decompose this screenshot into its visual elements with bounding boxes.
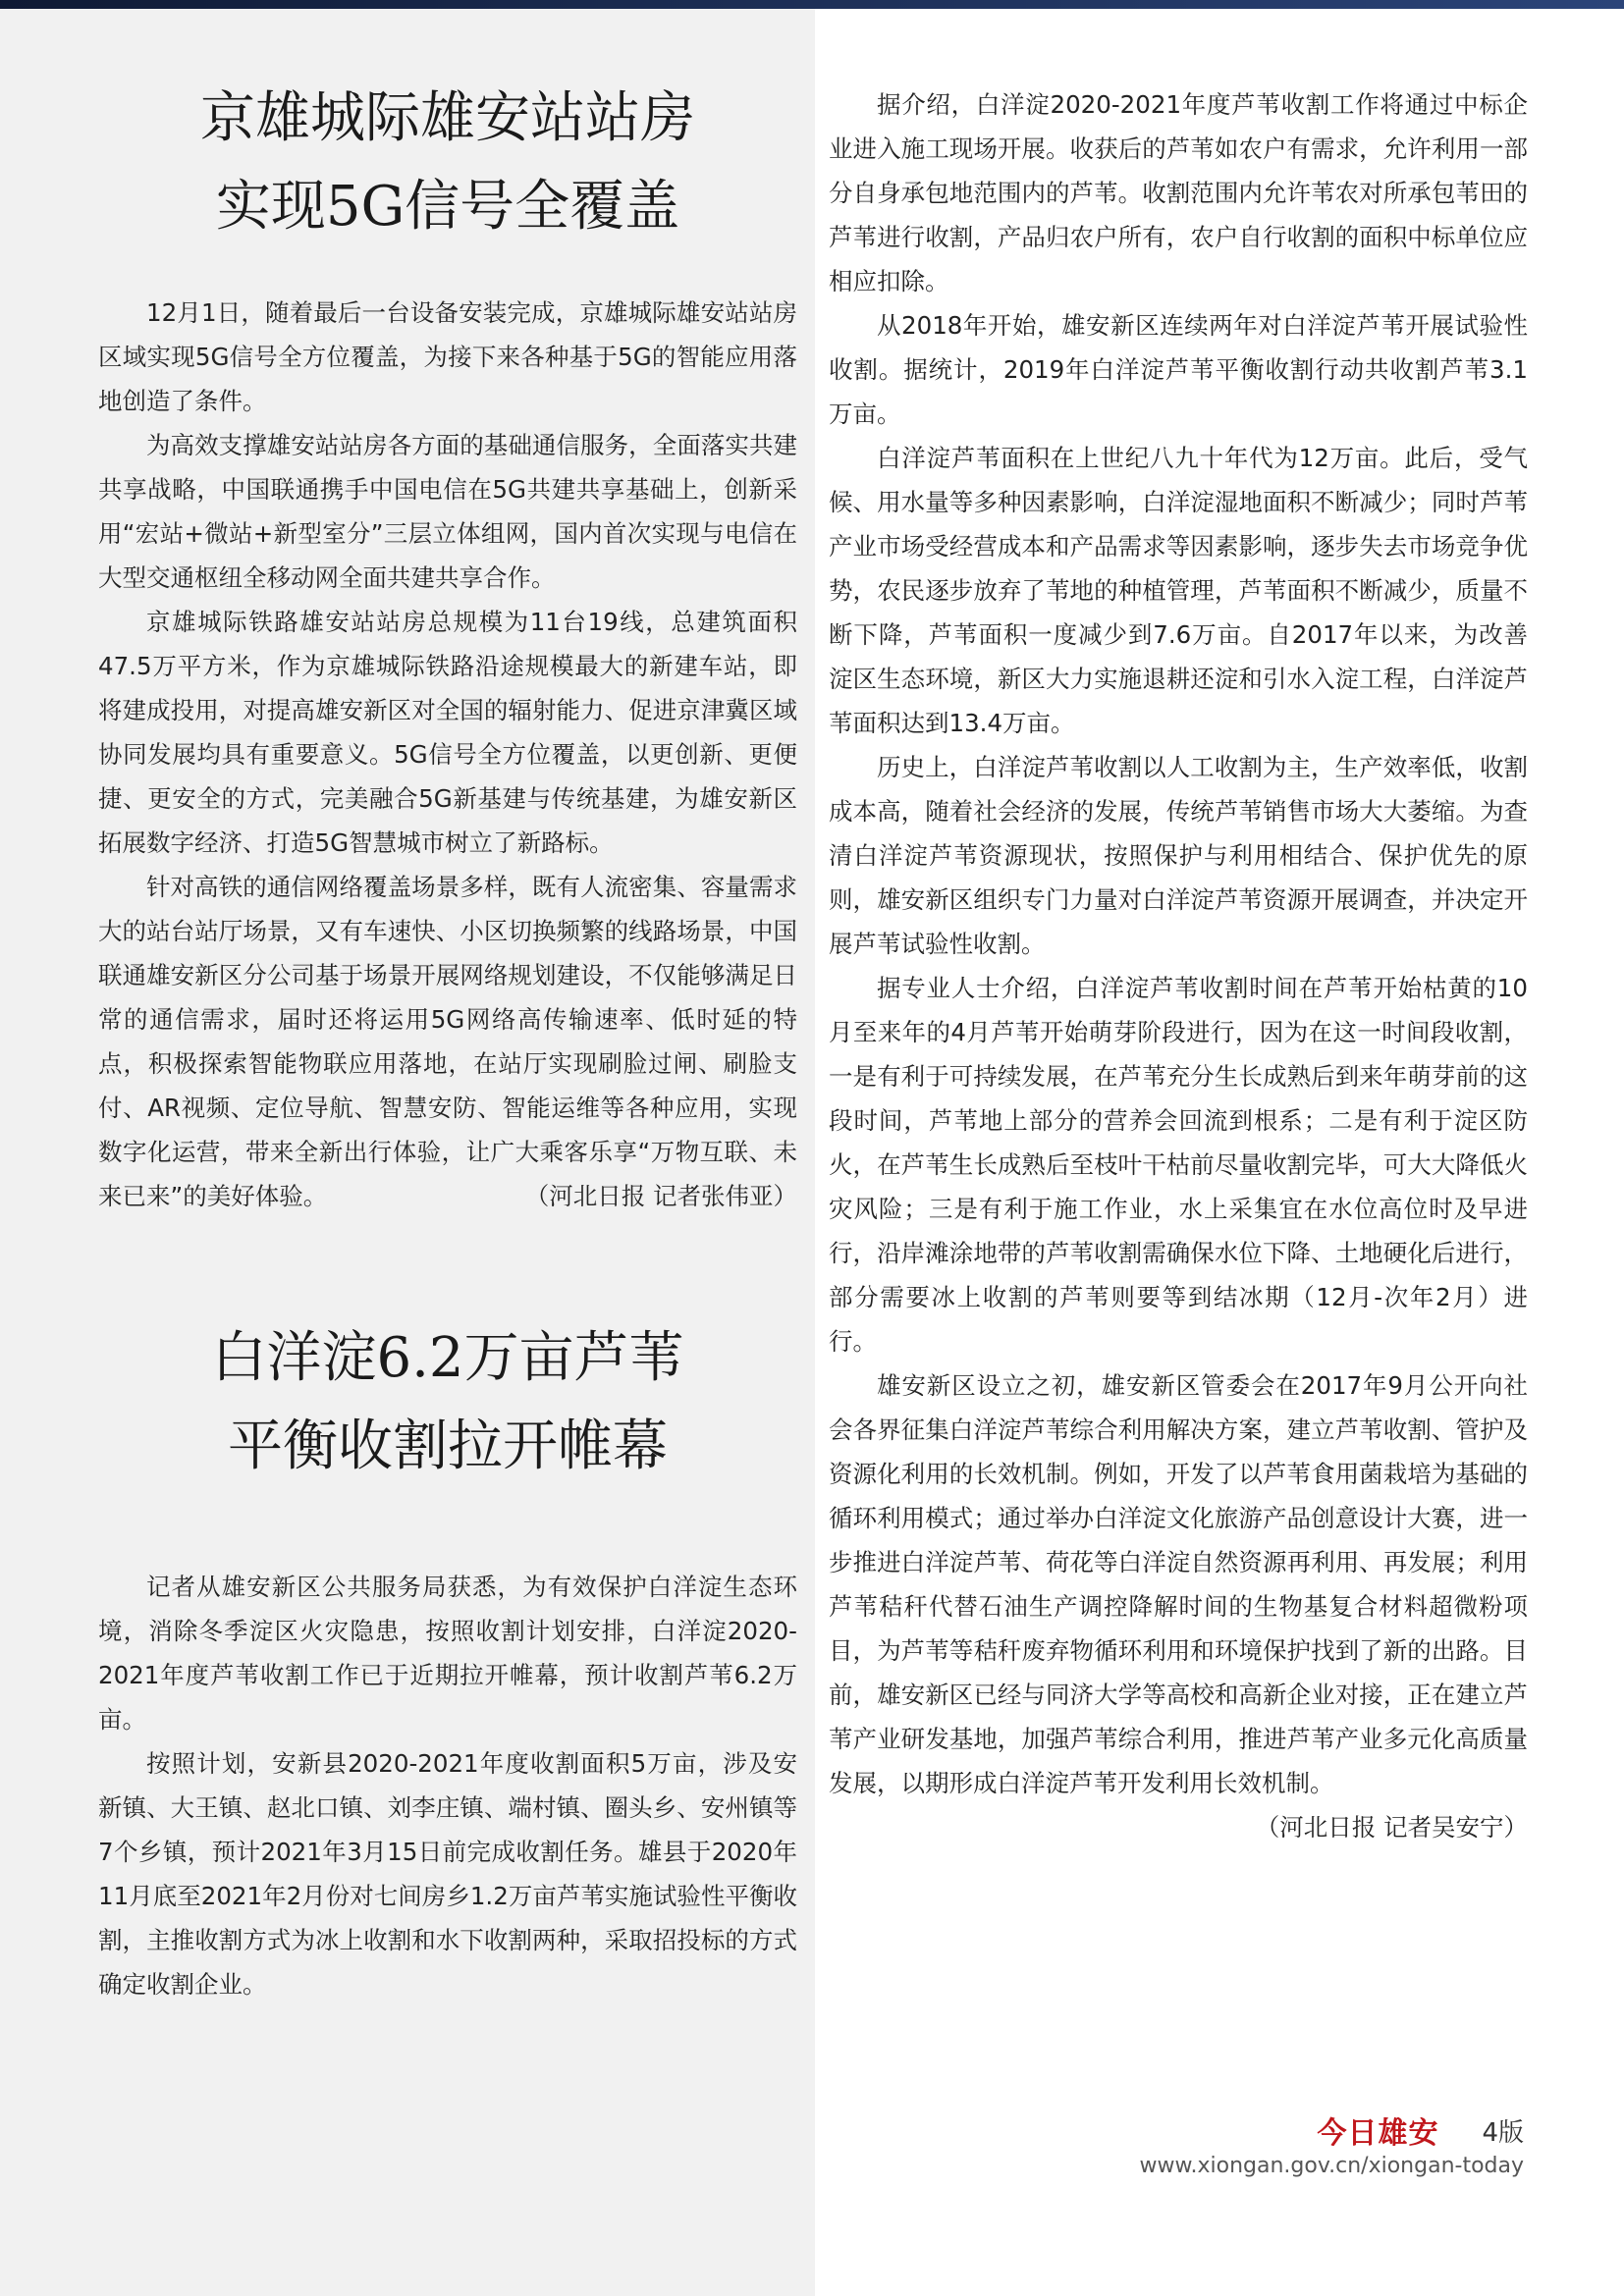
site-url[interactable]: www.xiongan.gov.cn/xiongan-today	[1139, 2154, 1524, 2178]
article1-headline	[98, 75, 797, 251]
article2-paragraph: 据介绍，白洋淀2020-2021年度芦苇收割工作将通过中标企业进入施工现场开展。收获后的芦苇如农户有需求，允许利用一部分自身承包地范围内的芦苇。收割范围内允许苇农对所承包苇田的芦苇进行收割，产品归农户所有，农户自行收割的面积中标单位应相应扣除。	[829, 90, 1528, 295]
page-footer	[1119, 2109, 1524, 2178]
article2-title-line: 白洋淀6.2万亩芦苇	[211, 1326, 684, 1390]
page-number: 4版	[1482, 2117, 1524, 2148]
article1-paragraph: 为高效支撑雄安站站房各方面的基础通信服务，全面落实共建共享战略，中国联通携手中国电信在5G共建共享基础上，创新采用“宏站+微站+新型室分”三层立体组网，国内首次实现与电信在大型交通枢纽全移动网全面共建共享合作。	[98, 431, 797, 592]
footer-brand-row	[1119, 2109, 1524, 2152]
article2-paragraph: 从2018年开始，雄安新区连续两年对白洋淀芦苇开展试验性收割。据统计，2019年白洋淀芦苇平衡收割行动共收割芦苇3.1万亩。	[829, 311, 1528, 428]
article1-title-line: 京雄城际雄安站站房	[200, 86, 695, 150]
publication-logo: 今日雄安	[1317, 2116, 1439, 2151]
top-bar	[0, 0, 1624, 9]
article2-paragraph: 历史上，白洋淀芦苇收割以人工收割为主，生产效率低，收割成本高，随着社会经济的发展，传统芦苇销售市场大大萎缩。为查清白洋淀芦苇资源现状，按照保护与利用相结合、保护优先的原则，雄安新区组织专门力量对白洋淀芦苇资源开展调查，并决定开展芦苇试验性收割。	[829, 753, 1528, 958]
article2-paragraph-last	[829, 1363, 1528, 1842]
article1-paragraph-text: 针对高铁的通信网络覆盖场景多样，既有人流密集、容量需求大的站台站厅场景，又有车速快、小区切换频繁的线路场景，中国联通雄安新区分公司基于场景开展网络规划建设，不仅能够满足日常的通信需求，届时还将运用5G网络高传输速率、低时延的特点，积极探索智能物联应用落地，在站厅实现刷脸过闸、刷脸支付、AR视频、定位导航、智慧安防、智能运维等各种应用，实现数字化运营，带来全新出行体验，让广大乘客乐享“万物互联、未来已来”的美好体验。	[98, 873, 797, 1210]
left-column	[98, 9, 797, 2006]
article2-paragraph: 白洋淀芦苇面积在上世纪八九十年代为12万亩。此后，受气候、用水量等多种因素影响，白洋淀湿地面积不断减少；同时芦苇产业市场受经营成本和产品需求等因素影响，逐步失去市场竞争优势，农民逐步放弃了苇地的种植管理，芦苇面积不断减少，质量不断下降，芦苇面积一度减少到7.6万亩。自2017年以来，为改善淀区生态环境，新区大力实施退耕还淀和引水入淀工程，白洋淀芦苇面积达到13.4万亩。	[829, 444, 1528, 737]
article2-paragraph: 据专业人士介绍，白洋淀芦苇收割时间在芦苇开始枯黄的10月至来年的4月芦苇开始萌芽阶段进行，因为在这一时间段收割，一是有利于可持续发展，在芦苇充分生长成熟后到来年萌芽前的这段时间，芦苇地上部分的营养会回流到根系；二是有利于淀区防火，在芦苇生长成熟后至枝叶干枯前尽量收割完毕，可大大降低火灾风险；三是有利于施工作业，水上采集宜在水位高位时及早进行，沿岸滩涂地带的芦苇收割需确保水位下降、土地硬化后进行，部分需要冰上收割的芦苇则要等到结冰期（12月-次年2月）进行。	[829, 974, 1528, 1356]
article1-paragraph: 京雄城际铁路雄安站站房总规模为11台19线，总建筑面积47.5万平方米，作为京雄城际铁路沿途规模最大的新建车站，即将建成投用，对提高雄安新区对全国的辐射能力、促进京津冀区域协同发展均具有重要意义。5G信号全方位覆盖，以更创新、更便捷、更安全的方式，完美融合5G新基建与传统基建，为雄安新区拓展数字经济、打造5G智慧城市树立了新路标。	[98, 608, 797, 857]
article1-paragraph-last	[98, 865, 797, 1218]
right-column	[829, 82, 1528, 1849]
article2-credit: （河北日报 记者吴安宁）	[1255, 1813, 1528, 1842]
article2-paragraph: 记者从雄安新区公共服务局获悉，为有效保护白洋淀生态环境，消除冬季淀区火灾隐患，按照收割计划安排，白洋淀2020-2021年度芦苇收割工作已于近期拉开帷幕，预计收割芦苇6.2万亩。	[98, 1573, 797, 1734]
article2-paragraph-text: 雄安新区设立之初，雄安新区管委会在2017年9月公开向社会各界征集白洋淀芦苇综合利用解决方案，建立芦苇收割、管护及资源化利用的长效机制。例如，开发了以芦苇食用菌栽培为基础的循环利用模式；通过举办白洋淀文化旅游产品创意设计大赛，进一步推进白洋淀芦苇、荷花等白洋淀自然资源再利用、再发展；利用芦苇秸秆代替石油生产调控降解时间的生物基复合材料超微粉项目，为芦苇等秸秆废弃物循环利用和环境保护找到了新的出路。目前，雄安新区已经与同济大学等高校和高新企业对接，正在建立芦苇产业研发基地，加强芦苇综合利用，推进芦苇产业多元化高质量发展，以期形成白洋淀芦苇开发利用长效机制。	[829, 1371, 1528, 1797]
article1-paragraph: 12月1日，随着最后一台设备安装完成，京雄城际雄安站站房区域实现5G信号全方位覆盖，为接下来各种基于5G的智能应用落地创造了条件。	[98, 298, 797, 415]
article1-credit: （河北日报 记者张伟亚）	[524, 1182, 797, 1210]
article1-title-line: 实现5G信号全覆盖	[215, 175, 680, 239]
article2-headline	[98, 1314, 797, 1491]
article2-paragraph: 按照计划，安新县2020-2021年度收割面积5万亩，涉及安新镇、大王镇、赵北口镇、刘李庄镇、端村镇、圈头乡、安州镇等7个乡镇，预计2021年3月15日前完成收割任务。雄县于2020年11月底至2021年2月份对七间房乡1.2万亩芦苇实施试验性平衡收割，主推收割方式为冰上收割和水下收割两种，采取招投标的方式确定收割企业。	[98, 1749, 797, 1999]
article2-title-line: 平衡收割拉开帷幕	[228, 1415, 668, 1478]
